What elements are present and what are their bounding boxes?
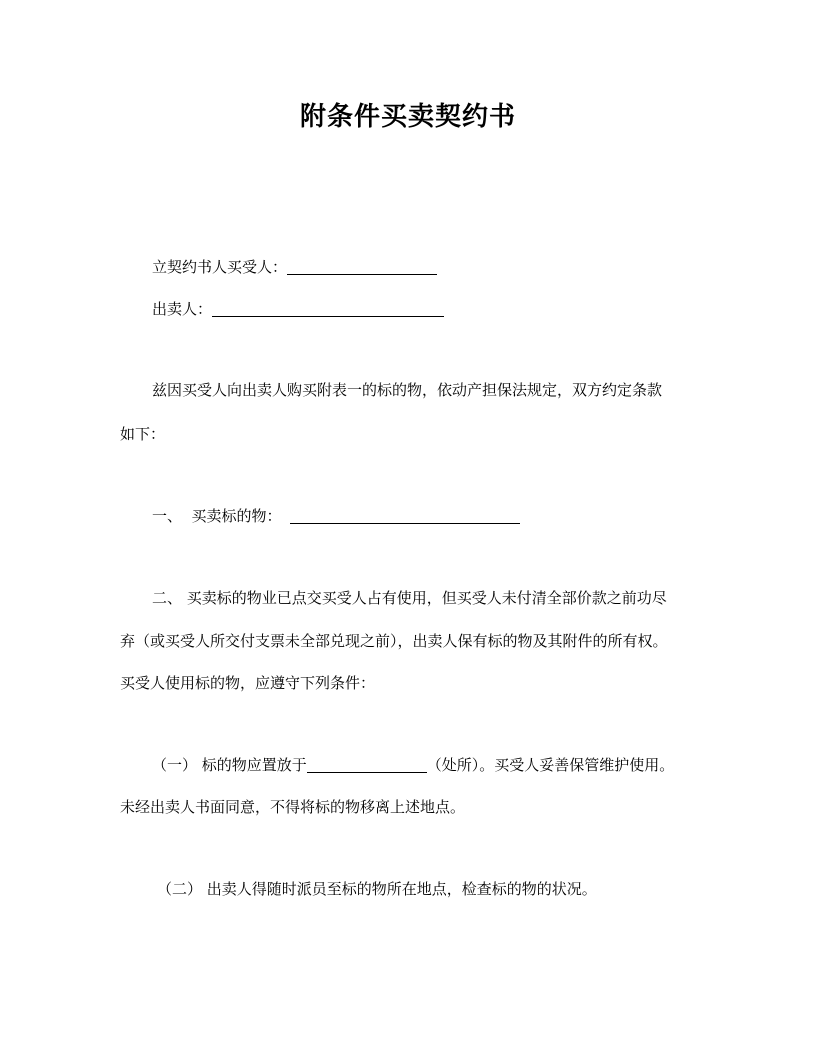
subclause-2-line: （二） 出卖人得随时派员至标的物所在地点，检查标的物的状况。	[157, 880, 597, 898]
intro-line-1: 兹因买受人向出卖人购买附表一的标的物，依动产担保法规定，双方约定条款	[152, 381, 663, 399]
location-blank	[307, 756, 427, 773]
seller-blank	[212, 300, 444, 317]
clause-2-line-3: 买受人使用标的物，应遵守下列条件：	[120, 674, 376, 692]
subclause-1-suffix: （处所）。买受人妥善保管维护使用。	[426, 756, 675, 774]
clause-1-label: 一、 买卖标的物：	[152, 507, 282, 525]
intro-line-2: 如下：	[120, 425, 166, 443]
clause-1-blank	[290, 507, 520, 524]
seller-line	[152, 299, 444, 319]
buyer-blank	[287, 258, 437, 275]
subclause-1-prefix: （一） 标的物应置放于	[152, 756, 307, 774]
clause-1-line	[152, 506, 520, 526]
document-title: 附条件买卖契约书	[299, 102, 516, 132]
clause-2-line-2: 弃（或买受人所交付支票未全部兑现之前），出卖人保有标的物及其附件的所有权。	[120, 632, 668, 650]
seller-label: 出卖人：	[152, 300, 213, 318]
subclause-1-line-2: 未经出卖人书面同意，不得将标的物移离上述地点。	[120, 798, 466, 816]
clause-2-line-1: 二、 买卖标的物业已点交买受人占有使用，但买受人未付清全部价款之前功尽	[152, 589, 667, 607]
subclause-1-line-1	[152, 755, 674, 775]
buyer-line	[152, 257, 437, 277]
buyer-label: 立契约书人买受人：	[152, 258, 288, 276]
